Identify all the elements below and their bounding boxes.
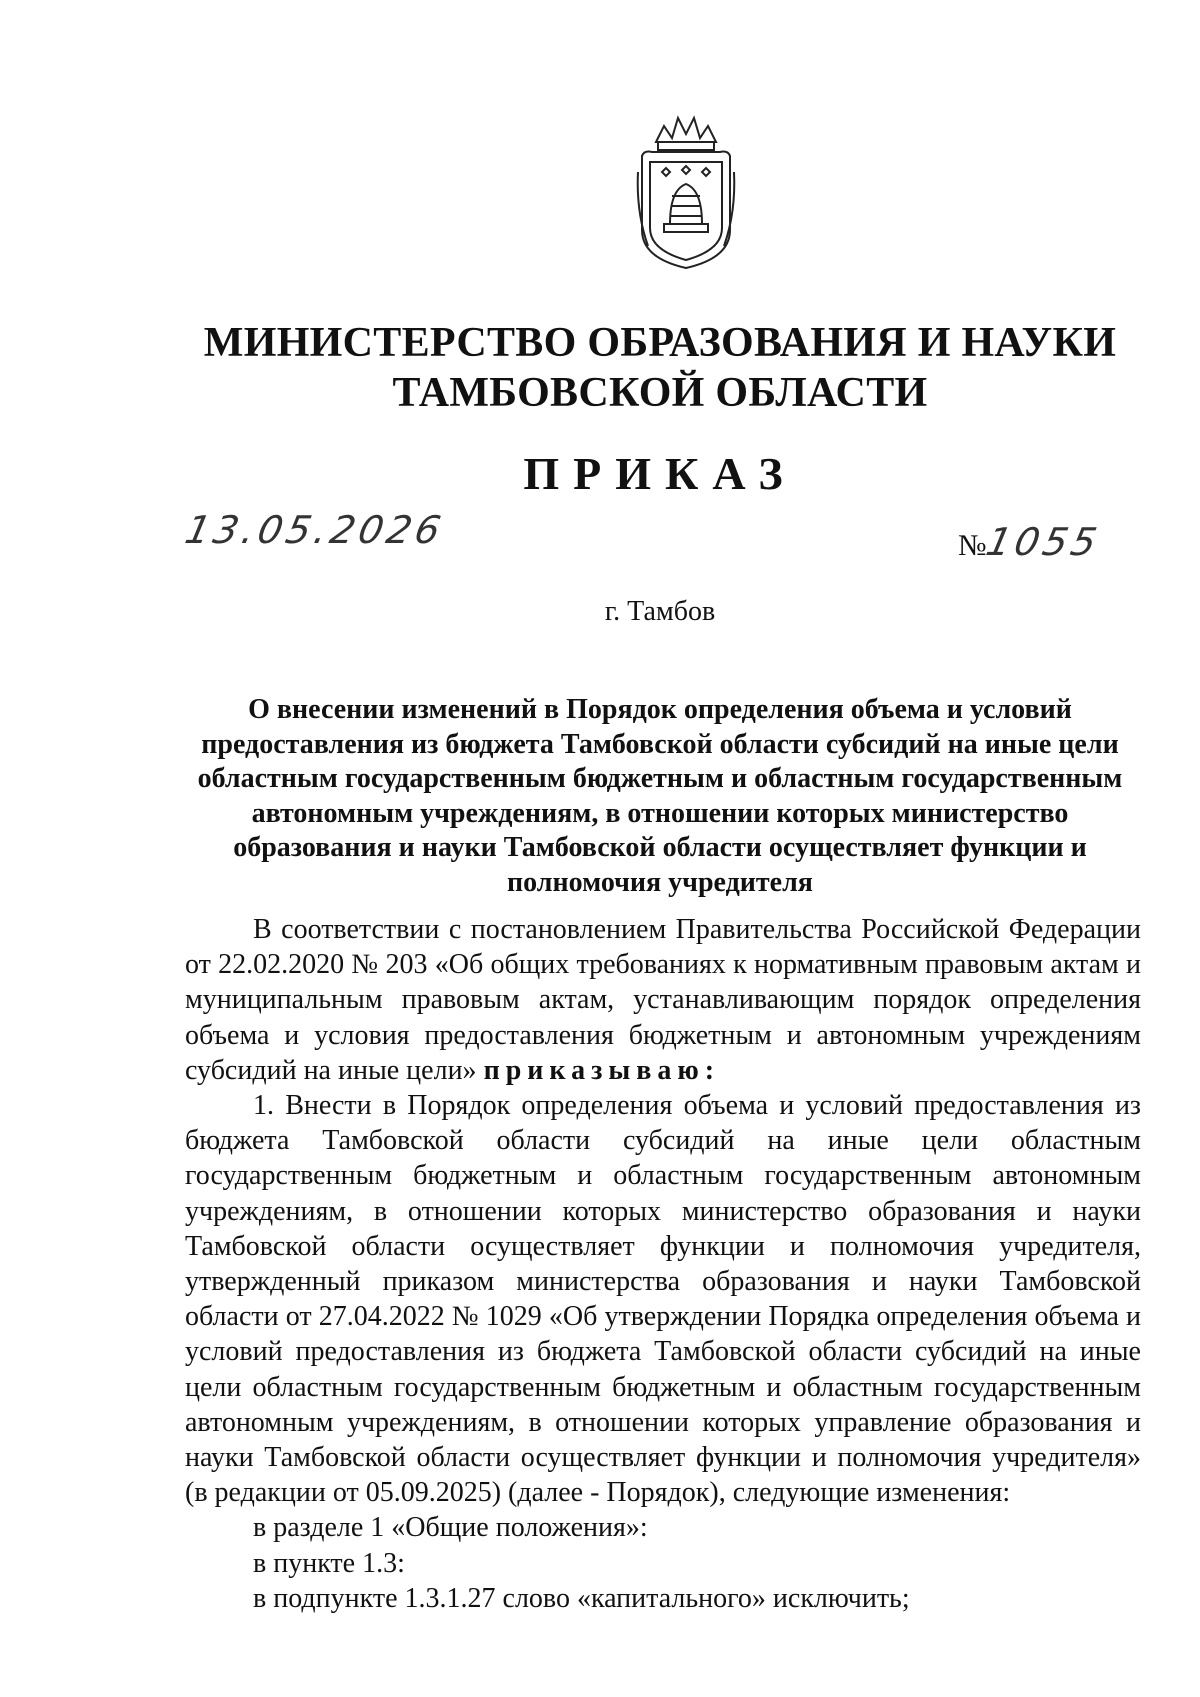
item-1-paragraph: 1. Внести в Порядок определения объема и условий предоставления из бюджета Тамбовской области субсидий на иные цели областным государственным бюджетным и областным государственным автономным учреждениям, в отношении которых министерство образования и науки Тамбовской области осуществляет функции и полномочия учредителя, утвержденный приказом министерства образования и науки Тамбовской области от 27.04.2022 № 1029 «Об утверждении Порядка определения объема и условий предоставления из бюджета Тамбовской области субсидий на иные цели областным государственным бюджетным и областным государственным автономным учреждениям, в отношении которых управление образования и науки Тамбовской области осуществляет функции и полномочия учредителя» (в редакции от 05.09.2025) (далее - Порядок), следующие изменения:: [185, 1090, 1141, 1509]
order-subject: О внесении изменений в Порядок определения объема и условий предоставления из бюджета Тамбовской области субсидий на иные цели областным государственным бюджетным и областным государственным автономным учреждениям, в отношении которых министерство образования и науки Тамбовской области осуществляет функции и полномочия учредителя: [197, 694, 1123, 898]
city-of-issue: г. Тамбов: [604, 596, 716, 627]
point-line: в пункте 1.3:: [253, 1547, 405, 1579]
document-type-title: ПРИКАЗ: [523, 448, 797, 499]
handwritten-number: 1055: [981, 520, 1105, 564]
order-word: приказываю:: [483, 1054, 721, 1086]
section-line: в разделе 1 «Общие положения»:: [253, 1512, 648, 1544]
tambov-coat-of-arms-emblem: [634, 112, 738, 272]
subpoint-line: в подпункте 1.3.1.27 слово «капитального» исключить;: [253, 1582, 910, 1614]
preamble-text: В соответствии с постановлением Правительства Российской Федерации от 22.02.2020 № 203 «Об общих требованиях к нормативным правовым актам и муниципальным правовым актам, устанавливающим порядок определения объема и условия предоставления бюджетным и автономным учреждениям субсидий на иные цели»: [185, 914, 1141, 1086]
ministry-name-line-1: МИНИСТЕРСТВО ОБРАЗОВАНИЯ И НАУКИ: [203, 320, 1117, 366]
number-sign: №: [958, 529, 987, 562]
document-number: [958, 520, 1105, 564]
preamble-paragraph: [185, 912, 1141, 1088]
ministry-name-line-2: ТАМБОВСКОЙ ОБЛАСТИ: [392, 370, 928, 416]
handwritten-date: 13.05.2026: [181, 508, 449, 552]
order-body: [185, 912, 1141, 1616]
